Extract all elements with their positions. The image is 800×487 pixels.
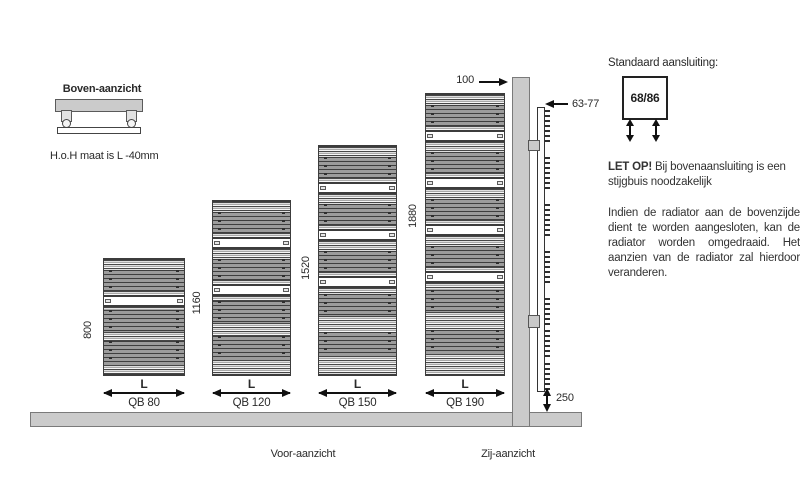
tube-dot-right	[496, 330, 499, 354]
side-tube-group	[545, 298, 550, 327]
model-label: QB 80	[128, 397, 160, 409]
tube-dot-right	[496, 152, 499, 173]
height-label: 1520	[300, 256, 312, 280]
radiator-segment-gap	[319, 182, 396, 194]
gap-rail-left	[320, 280, 326, 284]
radiator-segment-gap	[319, 229, 396, 241]
body-text: Indien de radiator aan de bovenzijde dient te worden aangesloten, kan de radiator worden omgedraaid. Het aanzien van de radiator zal hierdoor veranderen.	[608, 207, 800, 279]
radiator-segment-stripe	[426, 312, 504, 330]
warning-bold: LET OP!	[608, 161, 652, 173]
tube-dot-right	[496, 290, 499, 312]
radiator-qb-190	[425, 93, 505, 376]
radiator-segment-stripe	[213, 323, 290, 336]
side-tube-group	[545, 251, 550, 286]
dim-6377-label: 63-77	[572, 98, 600, 110]
radiator-segment-dark	[213, 336, 290, 360]
width-dim-line	[426, 392, 504, 394]
height-label: 1160	[191, 291, 203, 315]
side-wall	[512, 77, 530, 427]
radiator-segment-stripe	[426, 95, 504, 105]
wall-bracket-bottom	[528, 315, 540, 328]
dim-6377-line	[552, 103, 568, 105]
connection-arrow-left-up-icon	[626, 119, 634, 126]
radiator-segment-gap	[426, 271, 504, 283]
width-dim-label: L	[140, 377, 148, 391]
model-label: QB 150	[338, 397, 377, 409]
tube-dot-left	[324, 294, 327, 316]
tube-dot-left	[431, 152, 434, 173]
side-view-tubes	[545, 110, 550, 388]
connection-arrow-right-down-icon	[652, 135, 660, 142]
radiator-qb-80	[103, 258, 185, 376]
radiator-segment-dark	[213, 301, 290, 323]
tube-dot-left	[324, 251, 327, 272]
model-label: QB 190	[446, 397, 484, 409]
gap-rail-right	[283, 241, 289, 245]
gap-rail-right	[389, 233, 395, 237]
radiator-segment-stripe	[213, 360, 290, 374]
radiator-segment-stripe	[104, 260, 184, 270]
tube-dot-right	[282, 301, 285, 323]
radiator-segment-gap	[213, 237, 290, 249]
radiator-segment-dark	[319, 251, 396, 272]
radiator-segment-gap	[426, 177, 504, 189]
gap-rail-right	[389, 186, 395, 190]
tube-dot-left	[218, 259, 221, 280]
gap-rail-left	[105, 299, 111, 303]
width-dim-arrow-left-icon	[103, 389, 112, 397]
floor-slab	[30, 412, 582, 427]
radiator-segment-dark	[319, 332, 396, 356]
width-dim-arrow-right-icon	[388, 389, 397, 397]
tube-dot-left	[324, 204, 327, 225]
gap-rail-right	[497, 134, 503, 138]
connection-size-box	[622, 76, 668, 120]
width-dim-arrow-left-icon	[318, 389, 327, 397]
gap-rail-right	[389, 280, 395, 284]
gap-rail-left	[427, 134, 433, 138]
gap-rail-left	[427, 275, 433, 279]
tube-dot-right	[496, 199, 499, 220]
radiator-segment-gap	[426, 224, 504, 236]
dim-100-line	[479, 81, 501, 83]
dim-250-arrow-down-icon	[543, 404, 551, 412]
side-tube-group	[545, 157, 550, 192]
gap-rail-right	[283, 288, 289, 292]
gap-rail-right	[497, 228, 503, 232]
height-label: 1880	[407, 204, 419, 228]
radiator-qb-120	[212, 200, 291, 376]
radiator-segment-stripe	[213, 202, 290, 212]
radiator-segment-stripe	[319, 316, 396, 332]
wall-bracket-top	[528, 140, 540, 151]
side-tube-group	[545, 330, 550, 360]
gap-rail-left	[320, 233, 326, 237]
gap-rail-left	[214, 241, 220, 245]
tube-dot-right	[176, 341, 179, 365]
side-view-caption: Zij-aanzicht	[481, 448, 535, 460]
side-tube-gap	[545, 192, 550, 204]
tube-dot-left	[431, 330, 434, 354]
tube-dot-left	[109, 270, 112, 291]
tube-dot-right	[388, 294, 391, 316]
front-view-caption: Voor-aanzicht	[270, 448, 336, 460]
hoh-note: H.o.H maat is L -40mm	[50, 150, 159, 162]
tube-dot-right	[282, 212, 285, 233]
radiator-segment-dark	[104, 310, 184, 332]
gap-rail-left	[427, 228, 433, 232]
radiator-segment-dark	[426, 290, 504, 312]
radiator-segment-dark	[213, 259, 290, 280]
width-dim-arrow-left-icon	[212, 389, 221, 397]
radiator-segment-stripe	[426, 236, 504, 246]
tube-dot-left	[431, 199, 434, 220]
tube-dot-right	[282, 336, 285, 360]
radiator-segment-stripe	[104, 365, 184, 374]
radiator-segment-gap	[104, 295, 184, 307]
radiator-segment-dark	[319, 157, 396, 178]
radiator-segment-stripe	[426, 283, 504, 290]
gap-rail-right	[177, 299, 183, 303]
radiator-segment-stripe	[319, 356, 396, 374]
radiator-segment-dark	[319, 294, 396, 316]
tube-dot-left	[431, 290, 434, 312]
dim-250-label: 250	[556, 392, 574, 404]
radiator-segment-dark	[213, 212, 290, 233]
width-dim-arrow-right-icon	[282, 389, 291, 397]
side-tube-group	[545, 110, 550, 145]
tube-dot-right	[496, 105, 499, 126]
tube-dot-left	[218, 212, 221, 233]
side-tube-group	[545, 204, 550, 239]
tube-dot-right	[388, 332, 391, 356]
width-dim-arrow-left-icon	[425, 389, 434, 397]
radiator-segment-stripe	[213, 249, 290, 259]
tube-dot-left	[431, 246, 434, 267]
gap-rail-right	[497, 275, 503, 279]
tube-dot-left	[218, 336, 221, 360]
dim-100-arrow-icon	[499, 78, 508, 86]
gap-rail-left	[320, 186, 326, 190]
tube-dot-left	[109, 310, 112, 332]
dim-100-label: 100	[456, 74, 474, 86]
width-dim-line	[319, 392, 396, 394]
gap-rail-right	[497, 181, 503, 185]
radiator-segment-stripe	[319, 147, 396, 157]
side-tube-gap	[545, 239, 550, 251]
width-dim-label: L	[461, 377, 469, 391]
radiator-segment-stripe	[426, 142, 504, 152]
width-dim-line	[213, 392, 290, 394]
radiator-segment-dark	[426, 246, 504, 267]
radiator-segment-dark	[104, 341, 184, 365]
tube-dot-right	[176, 270, 179, 291]
tube-dot-right	[388, 204, 391, 225]
gap-rail-left	[427, 181, 433, 185]
radiator-segment-stripe	[104, 332, 184, 341]
connection-size-label: 68/86	[630, 91, 660, 105]
tube-dot-left	[324, 157, 327, 178]
side-tube-gap	[545, 286, 550, 298]
radiator-segment-gap	[213, 284, 290, 296]
radiator-segment-gap	[319, 276, 396, 288]
radiator-segment-dark	[426, 330, 504, 354]
radiator-segment-dark	[426, 105, 504, 126]
tube-dot-left	[109, 341, 112, 365]
tube-dot-left	[324, 332, 327, 356]
width-dim-arrow-right-icon	[176, 389, 185, 397]
width-dim-label: L	[353, 377, 362, 391]
tube-dot-left	[431, 105, 434, 126]
side-tube-gap	[545, 145, 550, 157]
width-dim-line	[104, 392, 184, 394]
width-dim-label: L	[247, 377, 256, 391]
top-view-title: Boven-aanzicht	[62, 83, 142, 95]
radiator-segment-stripe	[319, 241, 396, 251]
radiator-segment-dark	[104, 270, 184, 291]
radiator-segment-gap	[426, 130, 504, 142]
radiator-segment-dark	[426, 152, 504, 173]
dim-250-arrow-up-icon	[543, 388, 551, 396]
connection-arrow-left-down-icon	[626, 135, 634, 142]
tube-dot-left	[218, 301, 221, 323]
tube-dot-right	[388, 251, 391, 272]
connection-arrow-right-up-icon	[652, 119, 660, 126]
radiator-qb-150	[318, 145, 397, 376]
radiator-segment-stripe	[426, 354, 504, 374]
gap-rail-left	[214, 288, 220, 292]
warning-text	[608, 160, 800, 190]
tube-dot-right	[282, 259, 285, 280]
model-label: QB 120	[232, 397, 271, 409]
tube-dot-right	[496, 246, 499, 267]
top-view-wall-strip	[57, 127, 141, 134]
radiator-segment-dark	[426, 199, 504, 220]
radiator-segment-stripe	[319, 194, 396, 204]
warning-rest: Bij bovenaansluiting is een stijgbuis noodzakelijk	[608, 161, 786, 188]
tube-dot-right	[388, 157, 391, 178]
tube-dot-right	[176, 310, 179, 332]
radiator-segment-stripe	[426, 189, 504, 199]
width-dim-arrow-right-icon	[496, 389, 505, 397]
height-label: 800	[82, 321, 94, 339]
radiator-segment-dark	[319, 204, 396, 225]
connection-title: Standaard aansluiting:	[608, 57, 719, 69]
